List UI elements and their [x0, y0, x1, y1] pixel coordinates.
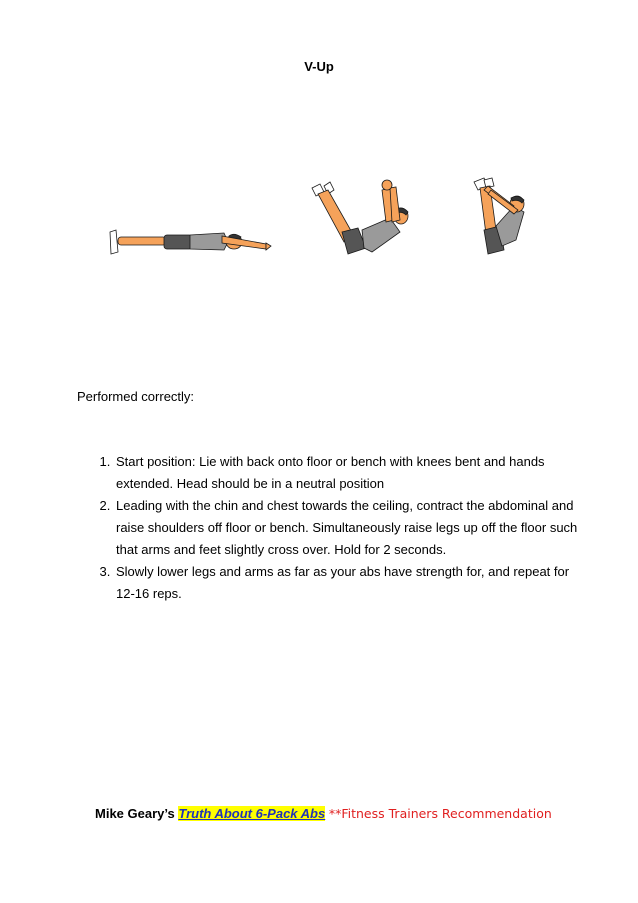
instruction-step: 3. Slowly lower legs and arms as far as your abs have strength for, and repeat for 12-16 reps. — [114, 561, 584, 605]
product-link[interactable]: Truth About 6-Pack Abs — [178, 806, 326, 821]
footer-recommendation: **Fitness Trainers Recommendation — [328, 806, 552, 821]
instruction-step: 1. Start position: Lie with back onto floor or bench with knees bent and hands extended. Head should be in a neutral position — [114, 451, 584, 495]
footer — [95, 806, 552, 821]
lying-figure-icon — [110, 230, 271, 254]
v-up-top-figure-icon — [474, 178, 524, 254]
footer-author: Mike Geary’s — [95, 806, 175, 821]
page-title: V-Up — [304, 59, 334, 74]
v-up-mid-figure-icon — [312, 180, 408, 254]
instruction-list — [76, 451, 584, 605]
section-heading: Performed correctly: — [77, 389, 195, 404]
exercise-illustration — [100, 170, 540, 270]
instruction-step: 2. Leading with the chin and chest towards the ceiling, contract the abdominal and raise shoulders off floor or bench. Simultaneously raise legs up off the floor such that arms and feet slightly cross over. Hold for 2 seconds. — [114, 495, 584, 561]
